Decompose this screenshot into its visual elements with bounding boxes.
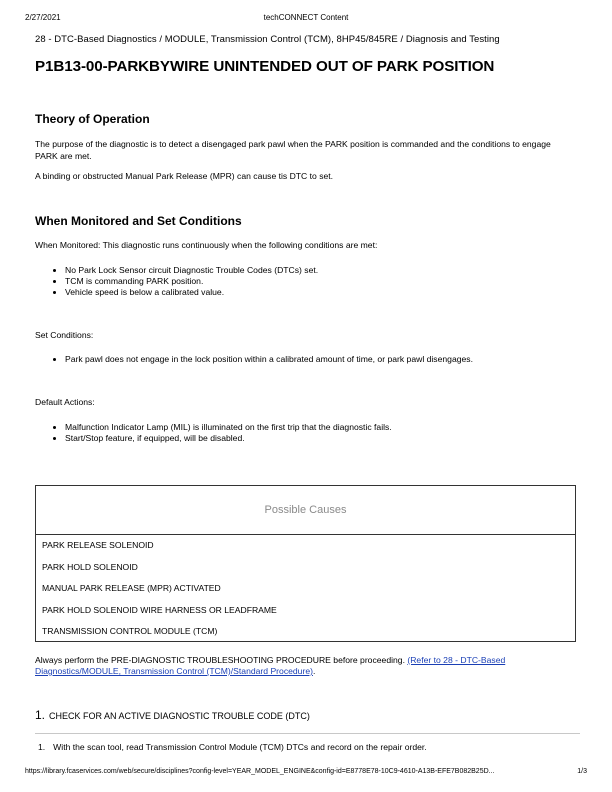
table-row: PARK HOLD SOLENOID bbox=[42, 561, 138, 572]
divider bbox=[35, 733, 580, 734]
table-row: PARK RELEASE SOLENOID bbox=[42, 540, 154, 550]
list-item: • Park pawl does not engage in the lock position within a calibrated amount of time, or park pawl disengages. bbox=[65, 354, 473, 365]
theory-paragraph-2: A binding or obstructed Manual Park Release (MPR) can cause tis DTC to set. bbox=[35, 171, 334, 181]
step-title-text: CHECK FOR AN ACTIVE DIAGNOSTIC TROUBLE CODE (DTC) bbox=[49, 711, 310, 721]
monitor-heading: When Monitored and Set Conditions bbox=[35, 214, 242, 228]
table-row: MANUAL PARK RELEASE (MPR) ACTIVATED bbox=[42, 583, 221, 593]
step-1-title bbox=[35, 708, 310, 722]
standard-procedure-link[interactable]: (Refer to 28 - DTC-Based Diagnostics/MODULE, Transmission Control (TCM)/Standard Procedure) bbox=[35, 655, 506, 676]
list-item: • No Park Lock Sensor circuit Diagnostic Trouble Codes (DTCs) set. bbox=[65, 265, 318, 276]
note-end: . bbox=[312, 666, 316, 676]
footer-url: https://library.fcaservices.com/web/secure/disciplines?config-level=YEAR_MODEL_ENGINE&config-id=E8778E78-10C9-4610-A13B-EFE7B082B25D... bbox=[25, 768, 495, 775]
print-date: 2/27/2021 bbox=[25, 13, 61, 22]
possible-causes-heading: Possible Causes bbox=[36, 486, 575, 535]
default-actions-list bbox=[53, 422, 392, 444]
list-item: • Start/Stop feature, if equipped, will be disabled. bbox=[65, 433, 392, 444]
step-number: 1. bbox=[35, 708, 46, 722]
substep-number: 1. bbox=[38, 742, 46, 752]
monitor-conditions-list bbox=[53, 265, 318, 298]
default-actions-label: Default Actions: bbox=[35, 397, 95, 407]
set-conditions-label: Set Conditions: bbox=[35, 330, 94, 340]
table-row: TRANSMISSION CONTROL MODULE (TCM) bbox=[42, 626, 218, 636]
pre-diagnostic-note bbox=[35, 655, 580, 677]
print-header-title: techCONNECT Content bbox=[263, 13, 349, 22]
theory-paragraph-1: The purpose of the diagnostic is to detect a disengaged park pawl when the PARK position is commanded and the conditions to engage PARK are met. bbox=[35, 139, 551, 161]
table-row: PARK HOLD SOLENOID WIRE HARNESS OR LEADFRAME bbox=[42, 604, 277, 615]
list-item: • Vehicle speed is below a calibrated value. bbox=[65, 287, 318, 298]
set-conditions-list bbox=[53, 354, 473, 365]
theory-heading: Theory of Operation bbox=[35, 112, 150, 126]
substep-1 bbox=[38, 742, 427, 752]
page-number: 1/3 bbox=[577, 768, 587, 775]
substep-text: With the scan tool, read Transmission Control Module (TCM) DTCs and record on the repair order. bbox=[53, 742, 427, 752]
breadcrumb: 28 - DTC-Based Diagnostics / MODULE, Transmission Control (TCM), 8HP45/845RE / Diagnosis and Testing bbox=[35, 34, 500, 45]
when-monitored-text: When Monitored: This diagnostic runs continuously when the following conditions are met: bbox=[35, 240, 378, 250]
page-title: P1B13-00-PARKBYWIRE UNINTENDED OUT OF PARK POSITION bbox=[35, 58, 495, 75]
possible-causes-table bbox=[35, 485, 576, 642]
list-item: • TCM is commanding PARK position. bbox=[65, 276, 318, 287]
list-item: • Malfunction Indicator Lamp (MIL) is illuminated on the first trip that the diagnostic fails. bbox=[65, 422, 392, 433]
note-text: Always perform the PRE-DIAGNOSTIC TROUBLESHOOTING PROCEDURE before proceeding. bbox=[35, 655, 408, 665]
